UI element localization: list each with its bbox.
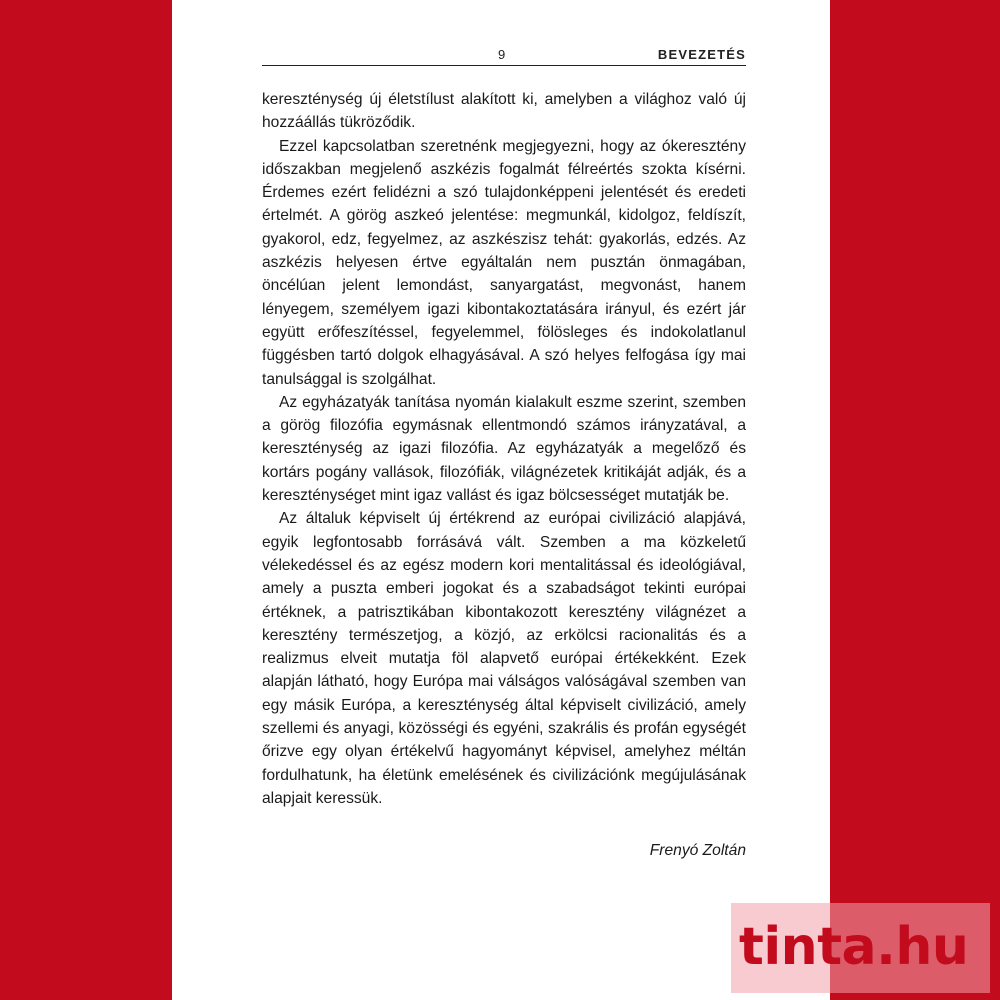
paragraph-4: Az általuk képviselt új értékrend az európai civilizáció alapjává, egyik legfontosabb forrásává vált. Szemben a ma közkeletű vélekedéssel és az egész modern kori mentalitással és ideológiával, amely a puszta emberi jogokat és a szabadságot tekinti európai értéknek, a patrisztikában kibontakozott keresztény világnézet a keresztény természetjog, a közjó, az erkölcsi racionalitás és a realizmus elveit mutatja föl alapvető európai értékekként. Ezek alapján látható, hogy Európa mai válságos valóságával szemben van egy másik Európa, a kereszténység által képviselt civilizáció, amely szellemi és anyagi, közösségi és egyéni, szakrális és profán egységét őrizve egy olyan értékelvű hagyományt képvisel, amelyhez méltán fordulhatunk, ha életünk emelésének és civilizációnk megújulásának alapjait keressük. <box>262 510 746 807</box>
body-text <box>262 88 746 810</box>
section-title: BEVEZETÉS <box>657 47 746 62</box>
paragraph-1: kereszténység új életstílust alakított ki, amelyben a világhoz való új hozzáállás tükröződik. <box>262 91 746 132</box>
watermark-text: tinta.hu <box>739 917 969 977</box>
paragraph-3: Az egyházatyák tanítása nyomán kialakult eszme szerint, szemben a görög filozófia egymásnak ellentmondó számos irányzatával, a kereszténység az igazi filozófia. Az egyházatyák a megelőző és kortárs pogány vallások, filozófiák, világnézetek kritikáját adják, és a kereszténységet mint igaz vallást és igaz bölcsességet mutatják be. <box>262 393 746 505</box>
running-header <box>262 45 746 66</box>
book-page <box>172 0 830 1000</box>
paragraph-2: Ezzel kapcsolatban szeretnénk megjegyezni, hogy az ókeresztény időszakban megjelenő aszkézis fogalmát félreértés szokta kísérni. Érdemes ezért felidézni a szó tulajdonképpeni jelentését és eredeti értelmét. A görög aszkeó jelentése: megmunkál, kidolgoz, feldíszít, gyakorol, edz, fegyelmez, az aszkészisz tehát: gyakorlás, edzés. Az aszkézis helyesen értve egyáltalán nem pusztán önmagában, öncélúan jelent lemondást, sanyargatást, megvonást, hanem lényegem, személyem igazi kibontakoztatására irányul, és ezért jár együtt erőfeszítéssel, fegyelemmel, fölösleges és indokolatlanul függésben tartó dolgok elhagyásával. A szó helyes felfogása így mai tanulsággal is szolgálhat. <box>262 137 746 388</box>
page-number: 9 <box>498 47 506 62</box>
watermark <box>731 903 990 993</box>
author-signature: Frenyó Zoltán <box>649 842 746 859</box>
